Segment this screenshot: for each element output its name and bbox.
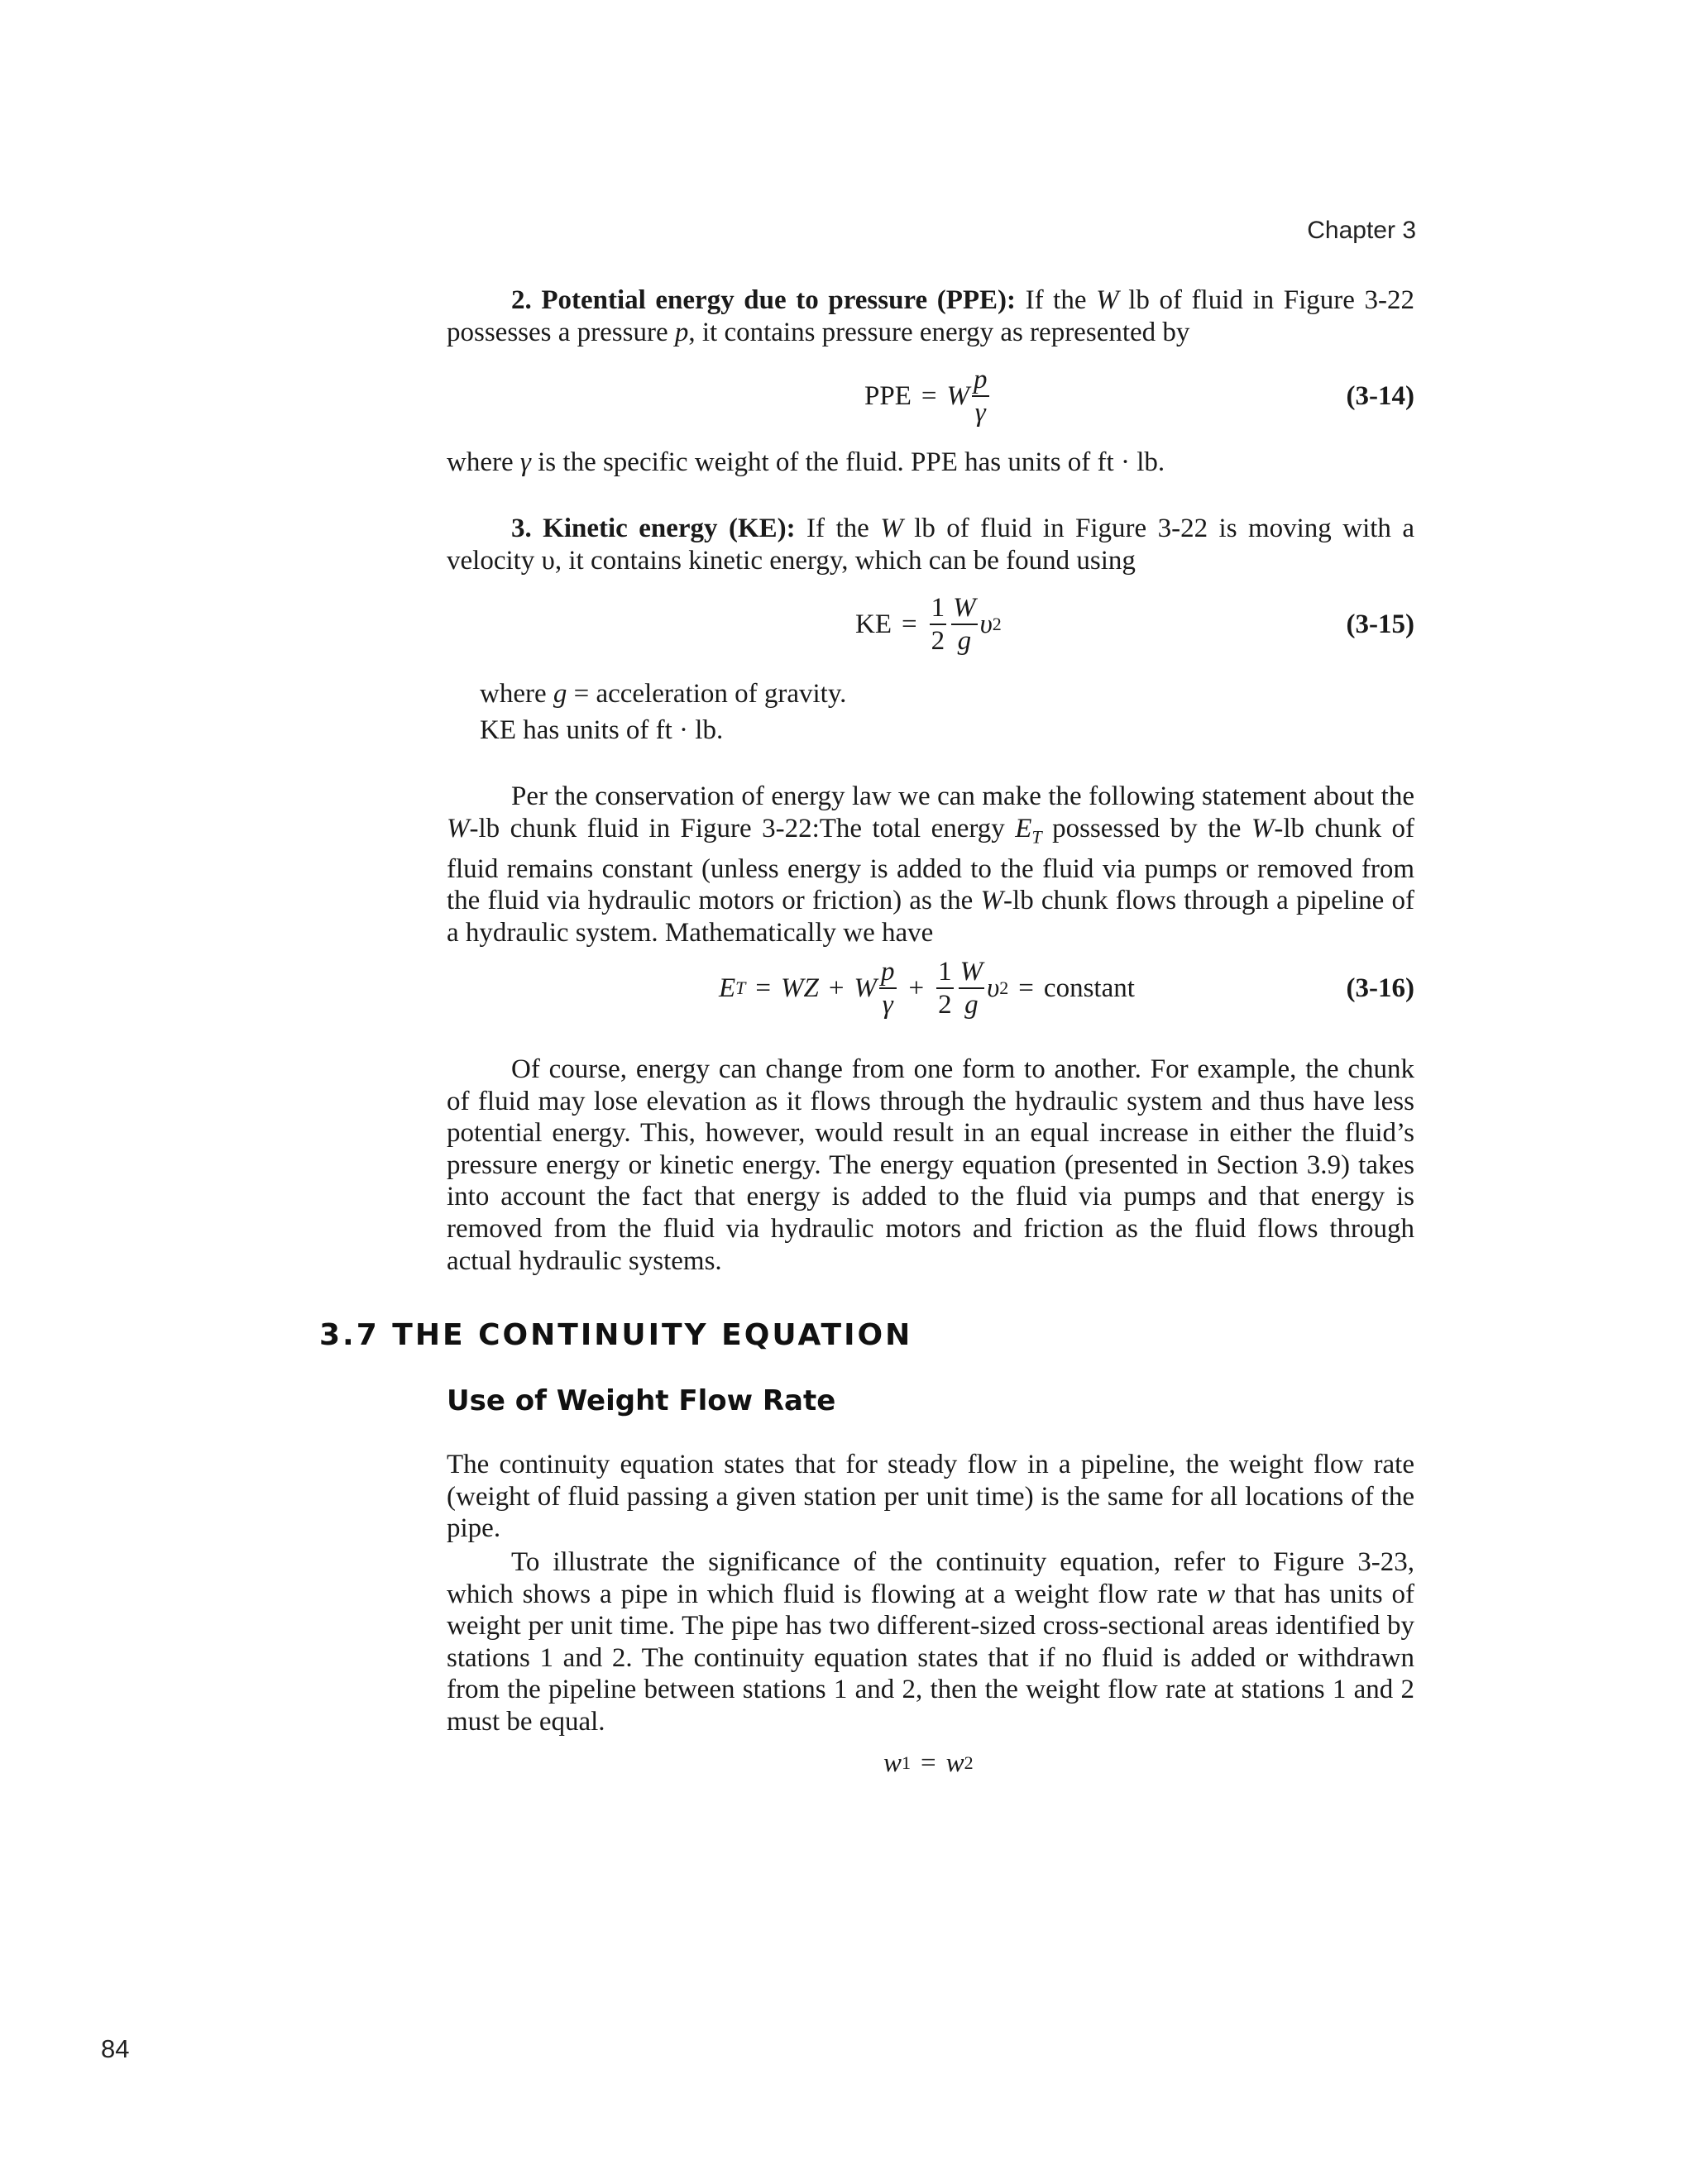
text-run: = acceleration of gravity. [567, 679, 847, 709]
ke-paragraph [447, 513, 1414, 576]
eq-plus: + [908, 973, 925, 1003]
eq-subscript-2: 2 [964, 1752, 974, 1773]
text-run: where [480, 679, 553, 709]
text-run: To illustrate the significance of the continuity equation, refer to Figure 3-23, which shows a pipe in which fluid is flowing at a weight flow rate [447, 1547, 1414, 1609]
eq-subscript-1: 1 [902, 1752, 912, 1773]
eq-equals: = [755, 973, 772, 1003]
var-g: g [553, 679, 567, 709]
ke-lead: 3. Kinetic energy (KE): [511, 514, 796, 543]
text-run: If the [1016, 285, 1097, 315]
eq-p-over-gamma [879, 957, 897, 1020]
numerator: 1 [936, 957, 954, 989]
text-run: lb of fluid in Figure 3-22 possesses a pressure [447, 285, 1414, 347]
eq-equals: = [1018, 973, 1034, 1003]
var-gamma: γ [519, 447, 531, 477]
eq-WZ: WZ [781, 973, 819, 1003]
denominator: 2 [938, 990, 952, 1020]
eq-E: E [719, 973, 736, 1003]
eq-subscript-T: T [735, 977, 746, 998]
text-run: If the [795, 514, 881, 543]
eq-w-over-g [959, 957, 985, 1020]
eq-v: υ [979, 609, 993, 639]
eq-equals: = [921, 380, 937, 411]
text-run: lb of fluid in Figure 3-22 is moving with a velocity υ, it contains kinetic energy, which can be found using [447, 514, 1414, 576]
text-run: , it contains pressure energy as represented by [688, 317, 1190, 347]
ppe-paragraph [447, 284, 1414, 348]
var-W: W [880, 514, 903, 543]
text-run: -lb chunk flows through a pipeline of a hydraulic system. Mathematically we have [447, 886, 1414, 948]
eq-v: υ [987, 973, 1000, 1003]
numerator: p [972, 365, 989, 397]
var-W: W [447, 813, 470, 843]
text-run: -lb chunk fluid in Figure 3-22:The total energy [469, 813, 1016, 843]
eq-equals: = [902, 609, 917, 639]
equation-3-15 [447, 587, 1414, 662]
eq-lhs: KE [855, 609, 892, 639]
eq-plus: + [828, 973, 845, 1003]
eq-W: W [946, 380, 969, 411]
subscript-T: T [1031, 826, 1042, 848]
ppe-lead: 2. Potential energy due to pressure (PPE): [511, 285, 1017, 315]
text-run: is the specific weight of the fluid. PPE has units of ft · lb. [530, 447, 1165, 477]
numerator: p [879, 957, 897, 989]
equation-3-14 [447, 359, 1414, 433]
ppe-where [447, 447, 1414, 479]
equation-number: (3-15) [1346, 609, 1414, 639]
equation-continuity [447, 1738, 1414, 1788]
denominator: γ [882, 990, 893, 1020]
numerator: W [951, 593, 978, 625]
denominator: γ [974, 398, 986, 428]
page-number: 84 [101, 2034, 130, 2063]
eq-w-over-g [951, 593, 978, 657]
running-head: Chapter 3 [1307, 217, 1416, 244]
eq-W: W [854, 973, 878, 1003]
numerator: W [959, 957, 985, 989]
equation-number: (3-14) [1346, 380, 1414, 411]
eq-constant: constant [1043, 973, 1135, 1003]
text-run: where [447, 447, 520, 477]
numerator: 1 [930, 593, 947, 625]
denominator: g [964, 990, 979, 1020]
eq-half [930, 593, 947, 657]
eq-half [936, 957, 954, 1020]
var-E: E [1015, 813, 1032, 843]
conservation-paragraph [447, 781, 1414, 949]
text-run: that has units of weight per unit time. The pipe has two different-sized cross-sectional areas identified by stations 1 and 2. The continuity equation states that if no fluid is added or withdrawn from the pipeline between stations 1 and 2, then the weight flow rate at stations 1 and 2 must be equal. [447, 1579, 1414, 1737]
var-w: w [1207, 1579, 1226, 1609]
illustrate-paragraph [447, 1546, 1414, 1738]
text-run: possessed by the [1041, 813, 1251, 843]
denominator: g [957, 626, 972, 656]
text-run: -lb chunk of fluid remains constant (unless energy is added to the fluid via pumps or removed from the fluid via hydraulic motors or friction) as the [447, 813, 1414, 916]
subsection-heading: Use of Weight Flow Rate [447, 1384, 836, 1417]
eq-square: 2 [992, 614, 1002, 634]
eq-w1: w [883, 1747, 902, 1778]
text-run: Per the conservation of energy law we can make the following statement about the [511, 781, 1414, 811]
eq-lhs: PPE [864, 380, 912, 411]
equation-3-16 [447, 951, 1414, 1025]
equation-number: (3-16) [1346, 973, 1414, 1003]
var-W: W [1251, 813, 1275, 843]
eq-square: 2 [999, 977, 1009, 998]
ke-where [480, 678, 1448, 710]
section-heading: 3.7 THE CONTINUITY EQUATION [319, 1318, 913, 1352]
var-W: W [980, 886, 1004, 916]
var-W: W [1096, 285, 1119, 315]
denominator: 2 [931, 626, 945, 656]
var-p: p [674, 317, 689, 347]
eq-equals: = [921, 1747, 936, 1778]
energy-change-paragraph: Of course, energy can change from one form to another. For example, the chunk of fluid may lose elevation as it flows through the hydraulic system and thus have less potential energy. This, however, would result in an equal increase in either the fluid’s pressure energy or kinetic energy. The energy equation (presented in Section 3.9) takes into account the fact that energy is added to the fluid via pumps and that energy is removed from the fluid via hydraulic motors and friction as the fluid flows through actual hydraulic systems. [447, 1054, 1414, 1276]
ke-units: KE has units of ft · lb. [480, 715, 724, 745]
eq-w2: w [945, 1747, 964, 1778]
continuity-paragraph: The continuity equation states that for steady flow in a pipeline, the weight flow rate (weight of fluid passing a given station per unit time) is the same for all locations of the pipe. [447, 1450, 1414, 1544]
eq-fraction [972, 365, 989, 428]
